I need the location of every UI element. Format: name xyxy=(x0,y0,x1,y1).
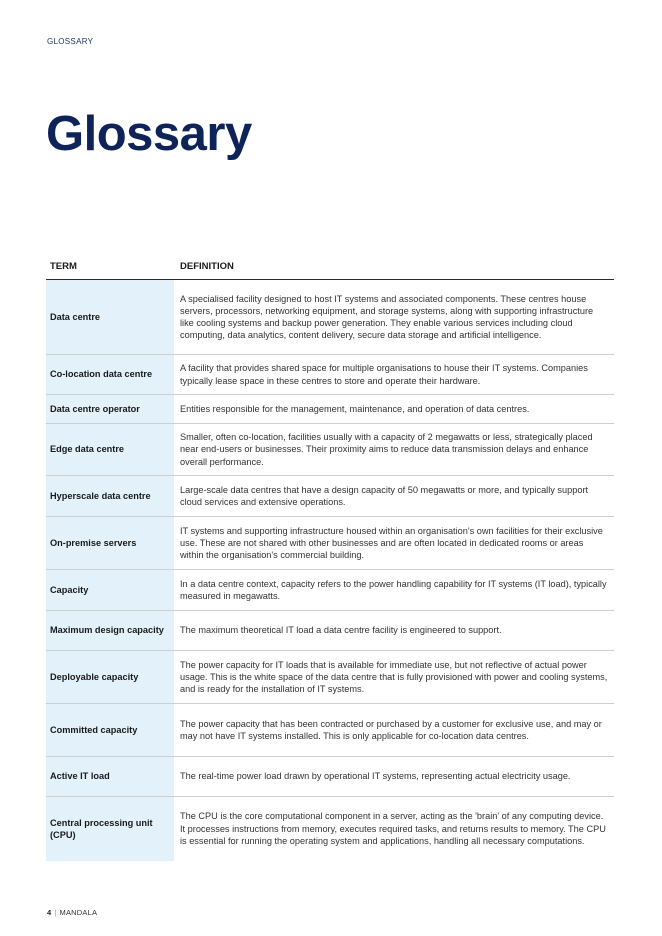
term-cell: Active IT load xyxy=(46,757,174,797)
definition-cell: The power capacity for IT loads that is available for immediate use, but not reflective of actual power usage. This is the white space of the data centre that is fully provisioned with power and cooling systems, and is ready for the installation of IT systems. xyxy=(174,651,614,704)
page-title: Glossary xyxy=(46,107,252,161)
term-cell: On-premise servers xyxy=(46,517,174,570)
table-row xyxy=(46,355,614,395)
term-cell: Committed capacity xyxy=(46,704,174,757)
table-row xyxy=(46,424,614,476)
publication-name: MANDALA xyxy=(59,908,98,917)
term-cell: Co-location data centre xyxy=(46,355,174,395)
table-row xyxy=(46,797,614,861)
table-row xyxy=(46,651,614,704)
table-header-row xyxy=(46,254,614,280)
definition-cell: In a data centre context, capacity refers to the power handling capability for IT systems (IT load), typically measured in megawatts. xyxy=(174,570,614,611)
term-cell: Capacity xyxy=(46,570,174,611)
term-cell: Deployable capacity xyxy=(46,651,174,704)
term-cell: Hyperscale data centre xyxy=(46,476,174,517)
table-row xyxy=(46,476,614,517)
definition-cell: The CPU is the core computational component in a server, acting as the 'brain' of any computing device. It processes instructions from memory, executes required tasks, and returns results to memory. The CPU is essential for running the operating system and applications, handling all necessary computations. xyxy=(180,811,606,846)
term-cell: Central processing unit (CPU) xyxy=(46,797,174,861)
term-cell: Data centre xyxy=(46,280,174,355)
definition-cell: Large-scale data centres that have a design capacity of 50 megawatts or more, and typically support cloud services and extensive operations. xyxy=(174,476,614,517)
definition-cell: Smaller, often co-location, facilities usually with a capacity of 2 megawatts or less, strategically placed near end-users or businesses. Their proximity aims to reduce data transmission delays and enhance overall performance. xyxy=(174,424,614,476)
table-row xyxy=(46,611,614,651)
column-header-definition: DEFINITION xyxy=(174,254,614,280)
column-header-term: TERM xyxy=(46,254,174,280)
term-cell: Data centre operator xyxy=(46,395,174,424)
definition-cell: A specialised facility designed to host IT systems and associated components. These centres house servers, processors, networking equipment, and storage systems, along with supporting infrastructure like cooling systems and backup power generation. They enable various services including cloud computing, data analytics, content delivery, secure data storage and artificial intelligence. xyxy=(174,280,614,355)
definition-cell: A facility that provides shared space for multiple organisations to house their IT systems. Companies typically lease space in these centres to store and operate their hardware. xyxy=(174,355,614,395)
term-cell: Maximum design capacity xyxy=(46,611,174,651)
table-row xyxy=(46,757,614,797)
glossary-table xyxy=(46,254,614,861)
definition-cell: The maximum theoretical IT load a data centre facility is engineered to support. xyxy=(174,611,614,651)
table-row xyxy=(46,570,614,611)
table-row xyxy=(46,280,614,355)
running-header: GLOSSARY xyxy=(47,37,94,46)
term-cell: Edge data centre xyxy=(46,424,174,476)
definition-cell: Entities responsible for the management, maintenance, and operation of data centres. xyxy=(174,395,614,424)
footer-separator: | xyxy=(54,908,57,917)
definition-cell: The real-time power load drawn by operational IT systems, representing actual electricity usage. xyxy=(174,757,614,797)
definition-cell: IT systems and supporting infrastructure housed within an organisation's own facilities for their exclusive use. These are not shared with other businesses and are often located in dedicated rooms or areas within the organisation's commercial building. xyxy=(174,517,614,570)
definition-cell: The power capacity that has been contracted or purchased by a customer for exclusive use, and may or may not have IT systems installed. This is only applicable for co-location data centres. xyxy=(174,704,614,757)
table-row xyxy=(46,704,614,757)
table-row xyxy=(46,517,614,570)
table-row xyxy=(46,395,614,424)
page-number: 4 xyxy=(47,908,52,917)
page-footer xyxy=(47,908,97,917)
